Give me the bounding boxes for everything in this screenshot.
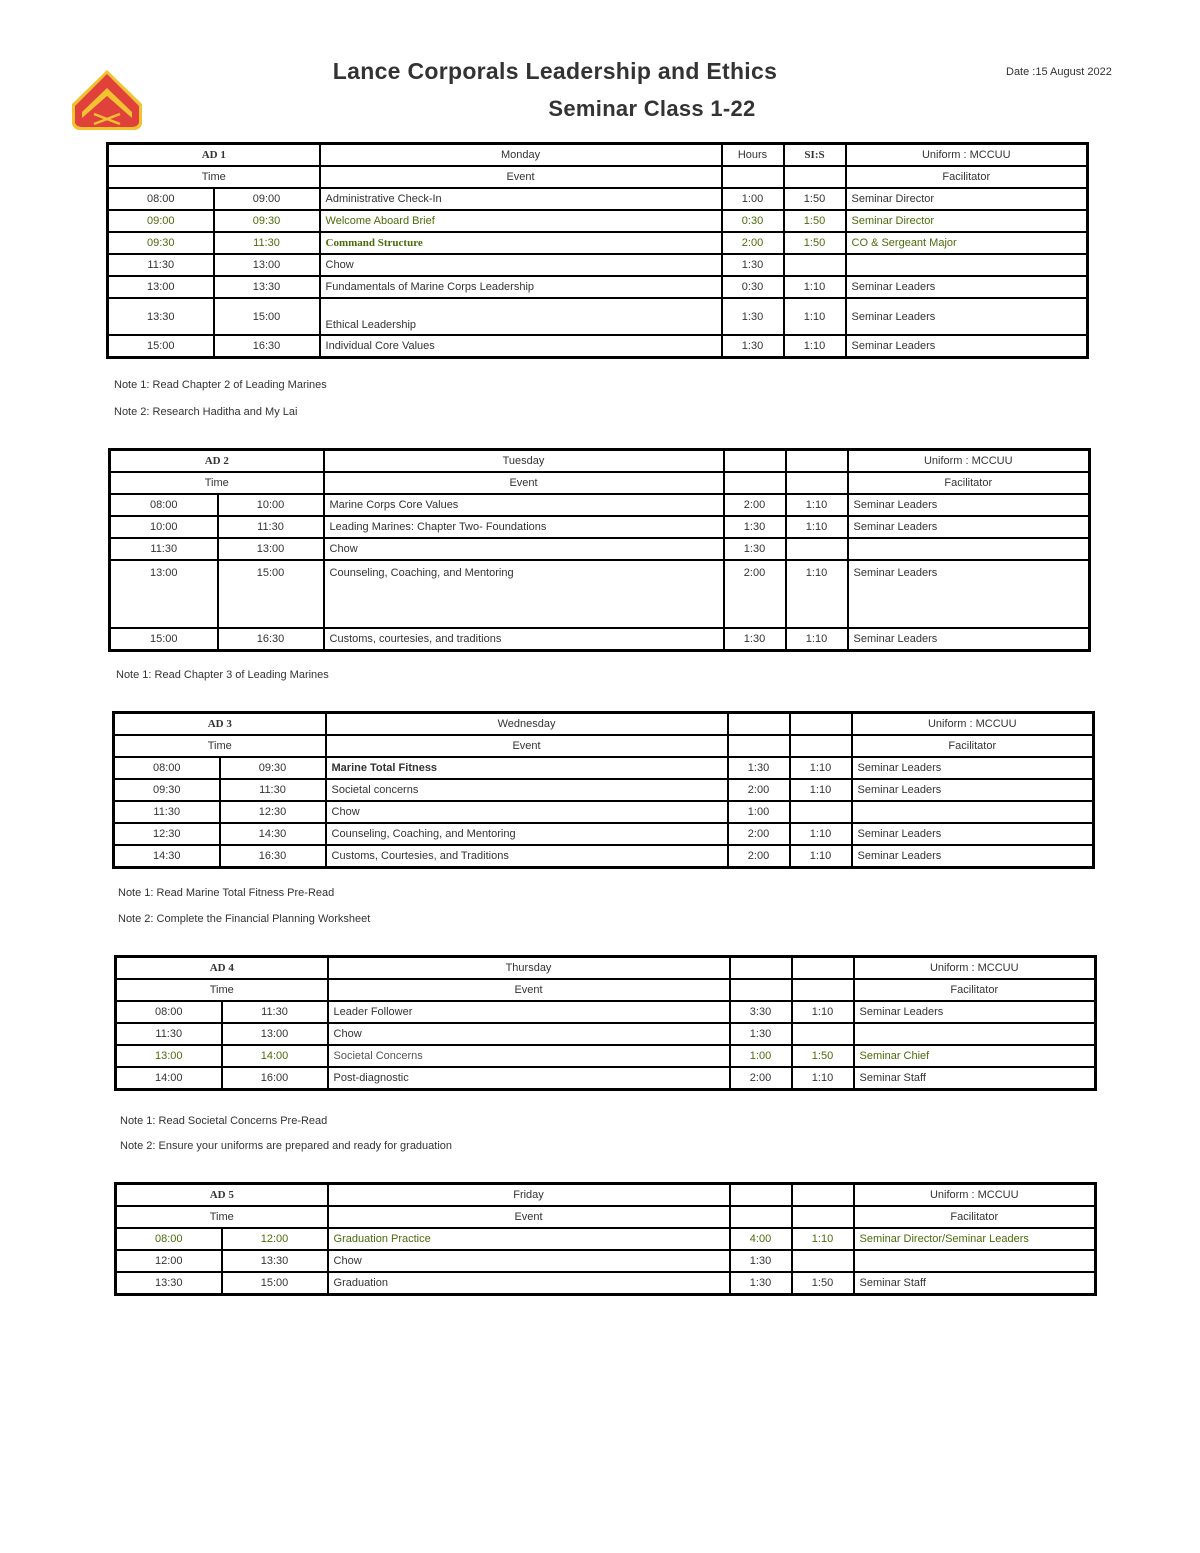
event: Marine Total Fitness [326, 757, 728, 779]
uniform-label: Uniform : MCCUU [846, 144, 1088, 167]
start-time: 08:00 [114, 757, 220, 779]
table-row [110, 494, 1090, 516]
note: Note 2: Research Haditha and My Lai [114, 406, 298, 418]
table-row [108, 254, 1088, 276]
hours: 1:30 [730, 1272, 792, 1295]
facilitator: Seminar Director/Seminar Leaders [854, 1228, 1096, 1250]
end-time: 13:30 [222, 1250, 328, 1272]
table-row [110, 560, 1090, 628]
event: Leading Marines: Chapter Two- Foundations [324, 516, 724, 538]
ad-label: AD 1 [108, 144, 320, 167]
event-label: Event [324, 472, 724, 494]
sis: 1:10 [792, 1067, 854, 1090]
hours: 3:30 [730, 1001, 792, 1023]
start-time: 13:00 [108, 276, 214, 298]
end-time: 13:00 [218, 538, 324, 560]
facilitator: Seminar Leaders [848, 494, 1090, 516]
end-time: 12:30 [220, 801, 326, 823]
uniform-label: Uniform : MCCUU [852, 713, 1094, 736]
hours: 1:30 [722, 298, 784, 335]
uniform-label: Uniform : MCCUU [848, 450, 1090, 473]
table-row [108, 232, 1088, 254]
start-time: 15:00 [108, 335, 214, 358]
table-row [108, 276, 1088, 298]
schedule-table-ad3 [112, 711, 1095, 869]
facilitator: Seminar Leaders [848, 516, 1090, 538]
event: Counseling, Coaching, and Mentoring [324, 560, 724, 628]
sis: 1:10 [792, 1228, 854, 1250]
facilitator [846, 254, 1088, 276]
note: Note 1: Read Chapter 2 of Leading Marines [114, 379, 327, 391]
event: Administrative Check-In [320, 188, 722, 210]
end-time: 14:00 [222, 1045, 328, 1067]
event: Counseling, Coaching, and Mentoring [326, 823, 728, 845]
sis: 1:10 [790, 779, 852, 801]
sis: 1:10 [784, 335, 846, 358]
sis: 1:50 [784, 232, 846, 254]
end-time: 15:00 [218, 560, 324, 628]
hours: 1:00 [722, 188, 784, 210]
page-title: Lance Corporals Leadership and Ethics [332, 58, 778, 84]
day-label: Monday [320, 144, 722, 167]
time-label: Time [108, 166, 320, 188]
time-label: Time [110, 472, 324, 494]
start-time: 13:30 [116, 1272, 222, 1295]
ad-label: AD 4 [116, 957, 328, 980]
sis: 1:50 [792, 1272, 854, 1295]
end-time: 13:30 [214, 276, 320, 298]
table-row [114, 845, 1094, 868]
facilitator-label: Facilitator [854, 1206, 1096, 1228]
start-time: 10:00 [110, 516, 218, 538]
sis: 1:10 [790, 845, 852, 868]
end-time: 16:30 [218, 628, 324, 651]
table-header-row [108, 144, 1088, 167]
sis: 1:10 [786, 628, 848, 651]
start-time: 12:00 [116, 1250, 222, 1272]
sis: 1:10 [784, 298, 846, 335]
sis: 1:10 [786, 516, 848, 538]
start-time: 15:00 [110, 628, 218, 651]
sis: 1:10 [786, 494, 848, 516]
facilitator [848, 538, 1090, 560]
event: Customs, courtesies, and traditions [324, 628, 724, 651]
ad-label: AD 3 [114, 713, 326, 736]
facilitator [852, 801, 1094, 823]
event: Ethical Leadership [320, 298, 722, 335]
event: Welcome Aboard Brief [320, 210, 722, 232]
start-time: 09:30 [114, 779, 220, 801]
hours: 1:30 [728, 757, 790, 779]
facilitator-label: Facilitator [852, 735, 1094, 757]
table-row [110, 538, 1090, 560]
start-time: 11:30 [108, 254, 214, 276]
start-time: 14:00 [116, 1067, 222, 1090]
hours: 4:00 [730, 1228, 792, 1250]
facilitator: Seminar Leaders [846, 276, 1088, 298]
sis [792, 1250, 854, 1272]
sis: 1:10 [790, 823, 852, 845]
event: Individual Core Values [320, 335, 722, 358]
time-label: Time [114, 735, 326, 757]
event-label: Event [328, 979, 730, 1001]
event-label: Event [326, 735, 728, 757]
event: Customs, Courtesies, and Traditions [326, 845, 728, 868]
sis [784, 254, 846, 276]
sis [792, 1023, 854, 1045]
hours: 2:00 [728, 845, 790, 868]
sis [786, 538, 848, 560]
table-subheader-row [108, 166, 1088, 188]
start-time: 14:30 [114, 845, 220, 868]
event: Chow [328, 1250, 730, 1272]
table-header-row [114, 713, 1094, 736]
day-label: Wednesday [326, 713, 728, 736]
event-label: Event [320, 166, 722, 188]
table-row [114, 801, 1094, 823]
hours: 1:30 [724, 628, 786, 651]
facilitator: Seminar Chief [854, 1045, 1096, 1067]
document-date: Date :15 August 2022 [1006, 66, 1112, 78]
ad-label: AD 2 [110, 450, 324, 473]
start-time: 11:30 [116, 1023, 222, 1045]
end-time: 15:00 [214, 298, 320, 335]
start-time: 08:00 [116, 1228, 222, 1250]
end-time: 10:00 [218, 494, 324, 516]
end-time: 14:30 [220, 823, 326, 845]
table-row [116, 1001, 1096, 1023]
end-time: 11:30 [218, 516, 324, 538]
hours: 2:00 [724, 560, 786, 628]
facilitator: Seminar Leaders [848, 560, 1090, 628]
facilitator: Seminar Leaders [852, 757, 1094, 779]
schedule-table-ad1 [106, 142, 1089, 359]
facilitator-label: Facilitator [848, 472, 1090, 494]
uniform-label: Uniform : MCCUU [854, 957, 1096, 980]
table-header-row [116, 1184, 1096, 1207]
day-label: Tuesday [324, 450, 724, 473]
table-row [116, 1045, 1096, 1067]
event: Graduation Practice [328, 1228, 730, 1250]
table-row [116, 1272, 1096, 1295]
hours: 1:30 [724, 538, 786, 560]
end-time: 12:00 [222, 1228, 328, 1250]
end-time: 11:30 [222, 1001, 328, 1023]
hours: 2:00 [728, 779, 790, 801]
start-time: 08:00 [110, 494, 218, 516]
facilitator: CO & Sergeant Major [846, 232, 1088, 254]
facilitator: Seminar Staff [854, 1067, 1096, 1090]
sis: 1:50 [792, 1045, 854, 1067]
start-time: 12:30 [114, 823, 220, 845]
schedule-table-ad4 [114, 955, 1097, 1091]
facilitator: Seminar Leaders [846, 335, 1088, 358]
schedule-table-ad5 [114, 1182, 1097, 1296]
event: Chow [320, 254, 722, 276]
hours: 1:30 [730, 1023, 792, 1045]
facilitator-label: Facilitator [846, 166, 1088, 188]
sis: 1:50 [784, 188, 846, 210]
sis: 1:10 [786, 560, 848, 628]
table-row [108, 210, 1088, 232]
event: Graduation [328, 1272, 730, 1295]
table-header-row [110, 450, 1090, 473]
hours: 2:00 [730, 1067, 792, 1090]
time-label: Time [116, 979, 328, 1001]
start-time: 08:00 [116, 1001, 222, 1023]
end-time: 11:30 [214, 232, 320, 254]
table-header-row [116, 957, 1096, 980]
facilitator: Seminar Leaders [848, 628, 1090, 651]
end-time: 16:00 [222, 1067, 328, 1090]
facilitator: Seminar Leaders [854, 1001, 1096, 1023]
hours: 1:00 [730, 1045, 792, 1067]
table-row [108, 335, 1088, 358]
note: Note 2: Ensure your uniforms are prepared and ready for graduation [120, 1140, 453, 1152]
hours: 0:30 [722, 276, 784, 298]
facilitator: Seminar Leaders [852, 845, 1094, 868]
end-time: 15:00 [222, 1272, 328, 1295]
note: Note 1: Read Societal Concerns Pre-Read [120, 1115, 328, 1127]
table-row [110, 516, 1090, 538]
end-time: 09:30 [220, 757, 326, 779]
facilitator: Seminar Staff [854, 1272, 1096, 1295]
start-time: 09:30 [108, 232, 214, 254]
event: Societal Concerns [328, 1045, 730, 1067]
facilitator [854, 1250, 1096, 1272]
table-subheader-row [116, 1206, 1096, 1228]
hours: 2:00 [724, 494, 786, 516]
page-subtitle: Seminar Class 1-22 [548, 96, 756, 121]
start-time: 11:30 [114, 801, 220, 823]
start-time: 11:30 [110, 538, 218, 560]
start-time: 13:30 [108, 298, 214, 335]
table-row [114, 779, 1094, 801]
facilitator [854, 1023, 1096, 1045]
hours-label: Hours [722, 144, 784, 167]
end-time: 11:30 [220, 779, 326, 801]
table-row [108, 298, 1088, 335]
hours: 1:30 [724, 516, 786, 538]
facilitator-label: Facilitator [854, 979, 1096, 1001]
table-subheader-row [110, 472, 1090, 494]
table-row [114, 757, 1094, 779]
day-label: Friday [328, 1184, 730, 1207]
sis: 1:10 [784, 276, 846, 298]
hours: 2:00 [722, 232, 784, 254]
end-time: 09:30 [214, 210, 320, 232]
note: Note 2: Complete the Financial Planning Worksheet [118, 913, 371, 925]
table-row [116, 1250, 1096, 1272]
facilitator: Seminar Leaders [846, 298, 1088, 335]
start-time: 13:00 [116, 1045, 222, 1067]
event: Chow [324, 538, 724, 560]
event: Fundamentals of Marine Corps Leadership [320, 276, 722, 298]
ad-label: AD 5 [116, 1184, 328, 1207]
hours: 1:00 [728, 801, 790, 823]
event-label: Event [328, 1206, 730, 1228]
sis: 1:10 [790, 757, 852, 779]
note: Note 1: Read Marine Total Fitness Pre-Read [118, 887, 335, 899]
end-time: 16:30 [214, 335, 320, 358]
end-time: 13:00 [214, 254, 320, 276]
table-row [110, 628, 1090, 651]
time-label: Time [116, 1206, 328, 1228]
end-time: 09:00 [214, 188, 320, 210]
sis [790, 801, 852, 823]
event: Chow [326, 801, 728, 823]
start-time: 09:00 [108, 210, 214, 232]
hours: 2:00 [728, 823, 790, 845]
table-subheader-row [116, 979, 1096, 1001]
event: Societal concerns [326, 779, 728, 801]
table-row [116, 1023, 1096, 1045]
event: Marine Corps Core Values [324, 494, 724, 516]
table-subheader-row [114, 735, 1094, 757]
facilitator: Seminar Director [846, 188, 1088, 210]
event: Command Structure [320, 232, 722, 254]
hours: 1:30 [722, 254, 784, 276]
facilitator: Seminar Leaders [852, 823, 1094, 845]
table-row [116, 1228, 1096, 1250]
hours: 1:30 [730, 1250, 792, 1272]
end-time: 16:30 [220, 845, 326, 868]
event: Chow [328, 1023, 730, 1045]
hours: 0:30 [722, 210, 784, 232]
facilitator: Seminar Leaders [852, 779, 1094, 801]
schedule-table-ad2 [108, 448, 1091, 652]
table-row [114, 823, 1094, 845]
end-time: 13:00 [222, 1023, 328, 1045]
table-row [116, 1067, 1096, 1090]
table-row [108, 188, 1088, 210]
day-label: Thursday [328, 957, 730, 980]
start-time: 08:00 [108, 188, 214, 210]
sis: 1:50 [784, 210, 846, 232]
sis: 1:10 [792, 1001, 854, 1023]
start-time: 13:00 [110, 560, 218, 628]
hours: 1:30 [722, 335, 784, 358]
facilitator: Seminar Director [846, 210, 1088, 232]
event: Leader Follower [328, 1001, 730, 1023]
note: Note 1: Read Chapter 3 of Leading Marines [116, 669, 329, 681]
sis-label: SI:S [784, 144, 846, 167]
uniform-label: Uniform : MCCUU [854, 1184, 1096, 1207]
event: Post-diagnostic [328, 1067, 730, 1090]
